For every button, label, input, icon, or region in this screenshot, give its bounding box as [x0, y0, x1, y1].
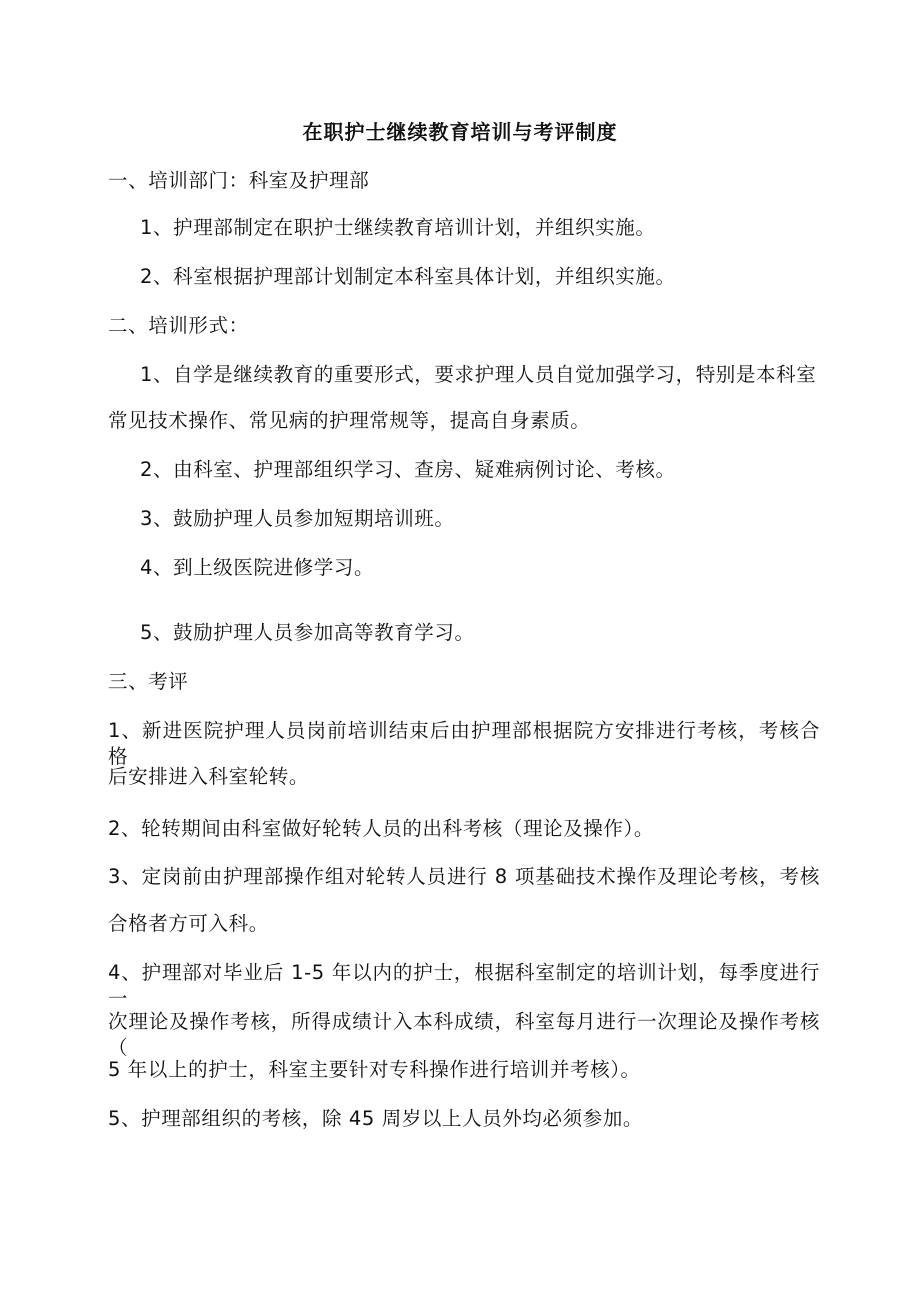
list-item-continuation: 5 年以上的护士，科室主要针对专科操作进行培训并考核）。 [108, 1058, 641, 1081]
section-heading: 一、培训部门：科室及护理部 [108, 169, 370, 192]
list-item: 2、轮转期间由科室做好轮转人员的出科考核（理论及操作）。 [108, 817, 654, 840]
list-item-continuation: 后安排进入科室轮转。 [108, 765, 310, 788]
list-item: 2、由科室、护理部组织学习、查房、疑难病例讨论、考核。 [140, 458, 676, 481]
list-item: 3、定岗前由护理部操作组对轮转人员进行 8 项基础技术操作及理论考核，考核 [108, 865, 820, 888]
list-item: 3、鼓励护理人员参加短期培训班。 [140, 507, 455, 530]
section-heading: 二、培训形式： [108, 314, 249, 337]
list-item: 2、科室根据护理部计划制定本科室具体计划，并组织实施。 [140, 265, 676, 288]
list-item-continuation: 次理论及操作考核，所得成绩计入本科成绩，科室每月进行一次理论及操作考核（ [108, 1010, 820, 1059]
list-item: 5、护理部组织的考核，除 45 周岁以上人员外均必须参加。 [108, 1107, 644, 1130]
document-title: 在职护士继续教育培训与考评制度 [302, 120, 618, 144]
list-item: 5、鼓励护理人员参加高等教育学习。 [140, 621, 475, 644]
section-heading: 三、考评 [108, 670, 189, 693]
list-item-continuation: 常见技术操作、常见病的护理常规等，提高自身素质。 [108, 409, 591, 432]
list-item: 1、自学是继续教育的重要形式，要求护理人员自觉加强学习，特别是本科室 [140, 363, 817, 386]
list-item: 4、到上级医院进修学习。 [140, 556, 375, 579]
list-item: 1、护理部制定在职护士继续教育培训计划，并组织实施。 [140, 216, 656, 239]
list-item: 4、护理部对毕业后 1-5 年以内的护士，根据科室制定的培训计划，每季度进行一 [108, 961, 820, 1010]
list-item: 1、新进医院护理人员岗前培训结束后由护理部根据院方安排进行考核，考核合格 [108, 719, 820, 768]
list-item-continuation: 合格者方可入科。 [108, 912, 269, 935]
